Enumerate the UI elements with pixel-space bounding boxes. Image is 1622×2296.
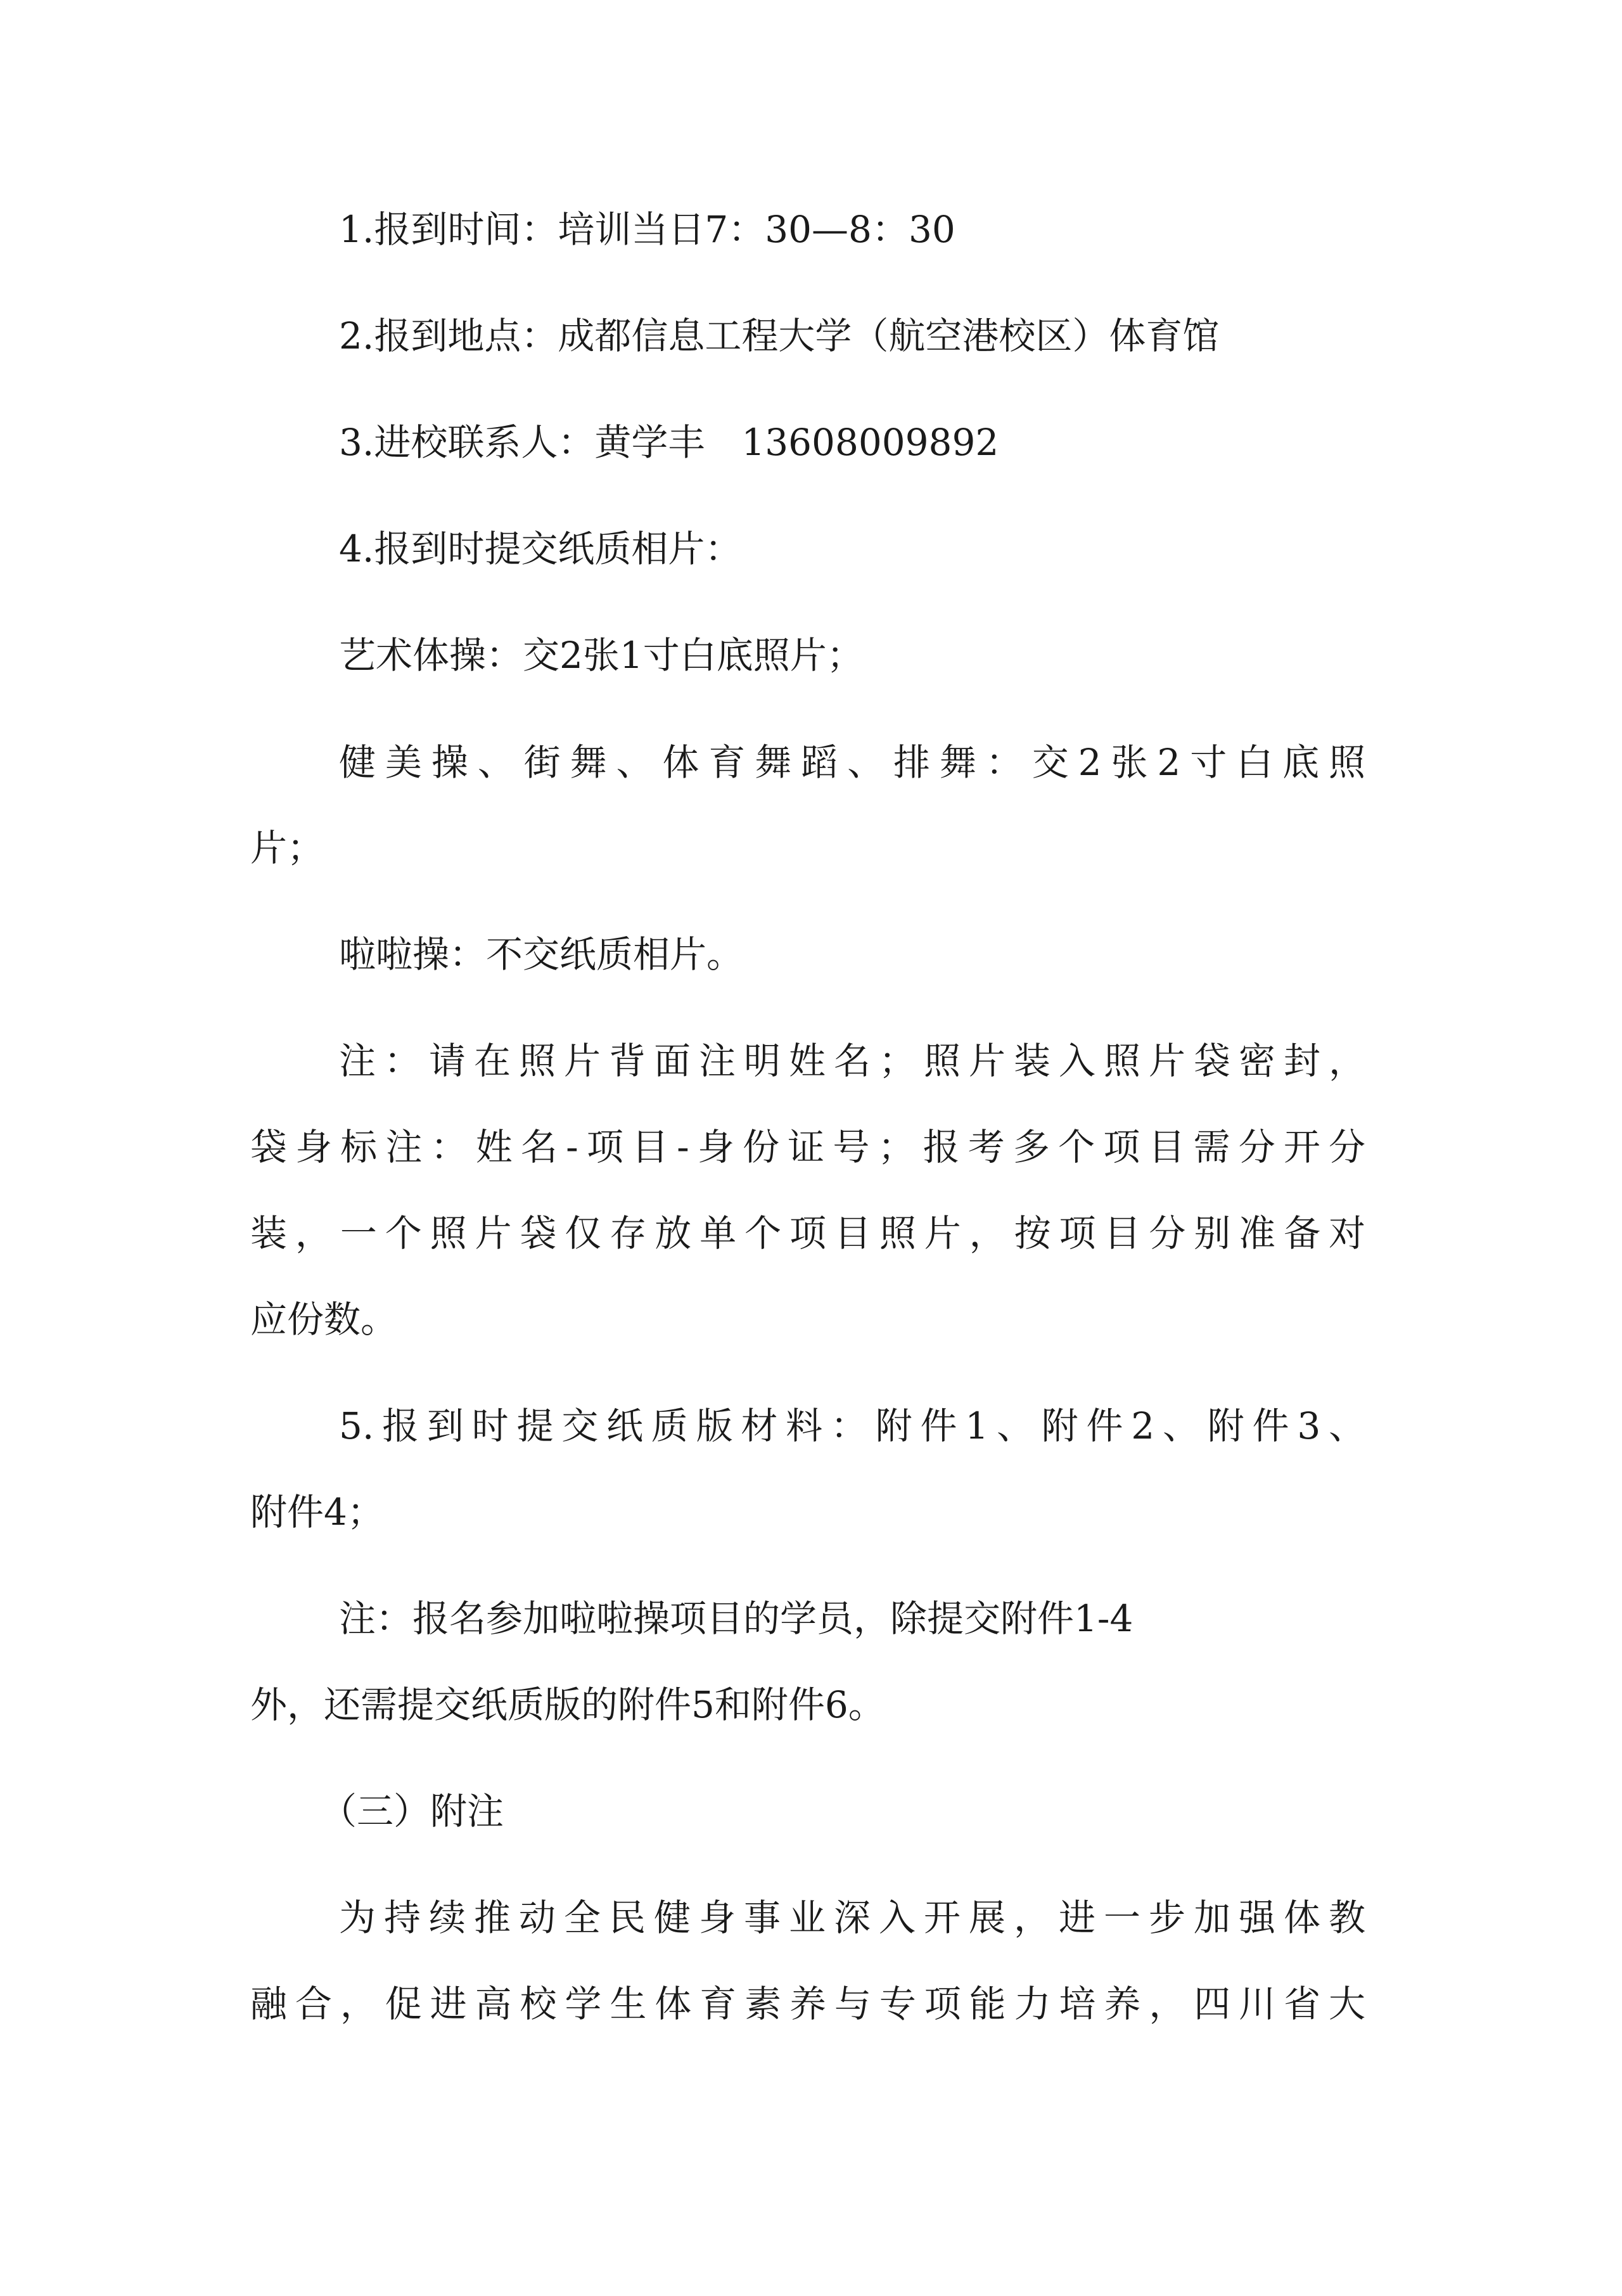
materials-submission-line: 5.报到时提交纸质版材料：附件1、附件2、附件3、 [339,1404,1365,1447]
rhythmic-gymnastics-photo-line: 艺术体操：交2张1寸白底照片； [339,634,864,677]
cheerleading-note-line-2: 外，还需提交纸质版的附件5和附件6。 [250,1683,885,1726]
photo-note-line-3: 装，一个照片袋仅存放单个项目照片，按项目分别准备对 [250,1212,1365,1255]
cheerleading-note-line-1: 注：报名参加啦啦操项目的学员，除提交附件1-4 [339,1597,1133,1640]
photo-note-line-4: 应份数。 [250,1298,398,1341]
registration-time-line: 1.报到时间：培训当日7：30—8：30 [339,208,955,251]
aerobics-photo-line-continued: 片； [250,826,324,869]
cheerleading-photo-line: 啦啦操：不交纸质相片。 [339,933,744,976]
photo-note-line-1: 注：请在照片背面注明姓名；照片装入照片袋密封， [339,1039,1365,1082]
photo-note-line-2: 袋身标注：姓名-项目-身份证号；报考多个项目需分开分 [250,1126,1365,1169]
body-paragraph-line-2: 融合，促进高校学生体育素养与专项能力培养，四川省大 [250,1982,1365,2025]
campus-contact-line: 3.进校联系人：黄学丰 13608009892 [339,421,999,464]
materials-submission-line-continued: 附件4； [250,1491,384,1534]
photo-submission-heading: 4.报到时提交纸质相片： [339,527,742,570]
aerobics-photo-line: 健美操、街舞、体育舞蹈、排舞：交2张2寸白底照 [339,741,1365,784]
registration-location-line: 2.报到地点：成都信息工程大学（航空港校区）体育馆 [339,314,1220,357]
section-heading-appendix-notes: （三）附注 [320,1790,504,1833]
body-paragraph-line-1: 为持续推动全民健身事业深入开展，进一步加强体教 [339,1896,1365,1939]
